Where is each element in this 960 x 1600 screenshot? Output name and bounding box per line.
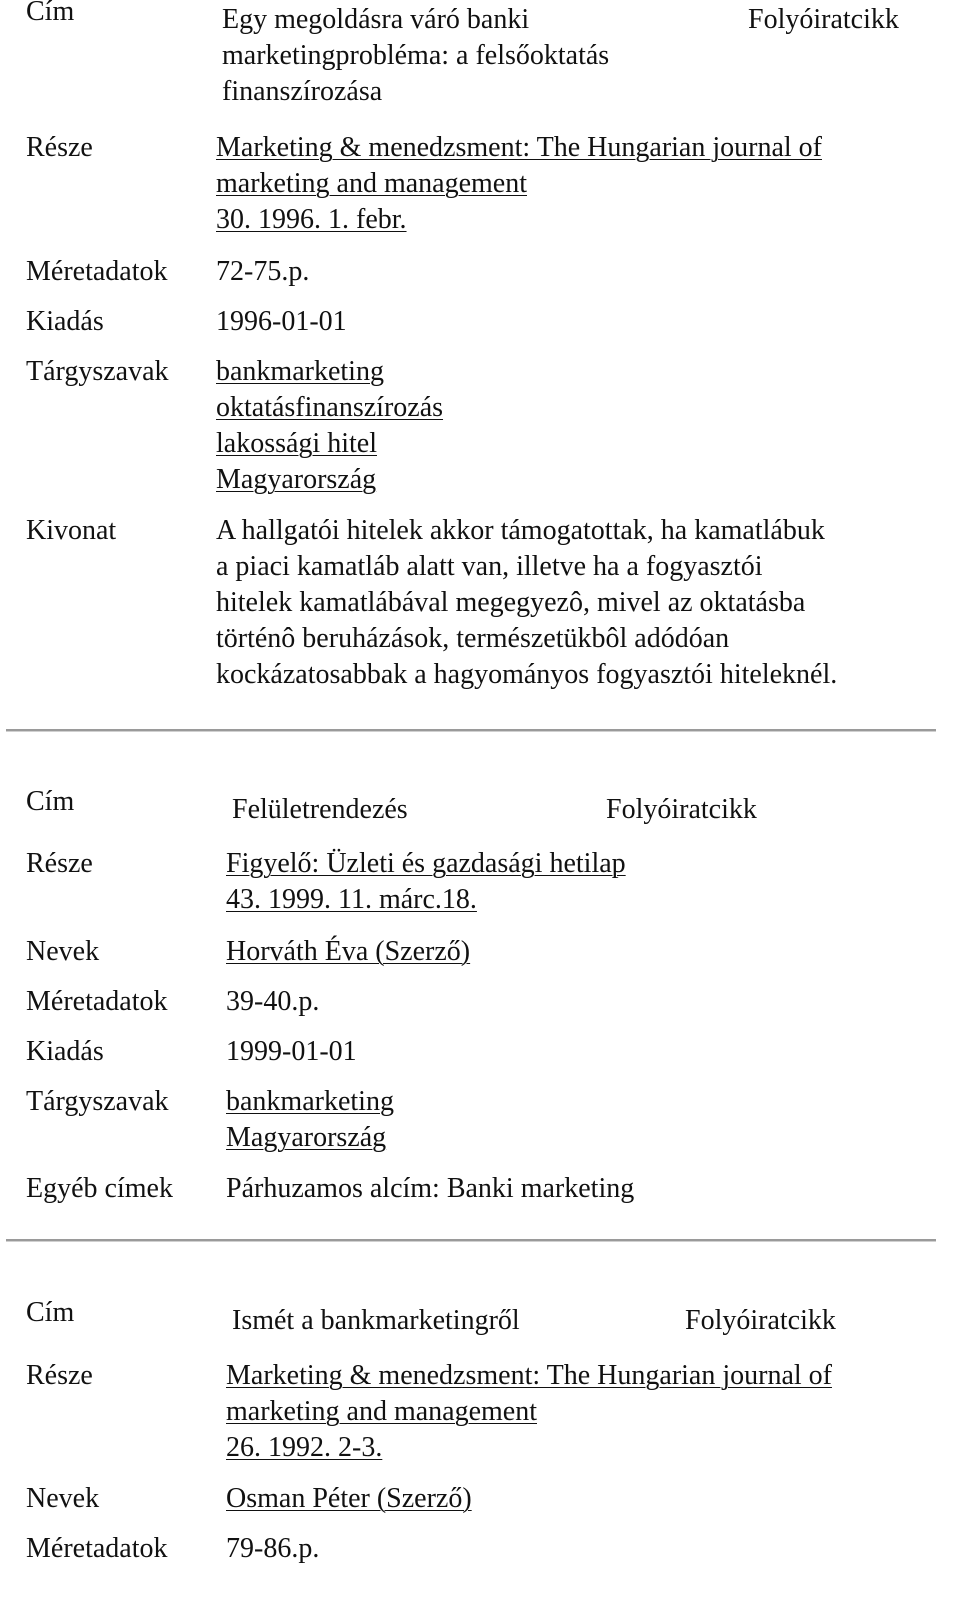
record-divider xyxy=(6,1239,936,1241)
record-title: Egy megoldásra váró banki marketingprobléma: a felsőoktatás finanszírozása xyxy=(222,4,610,107)
names-label: Nevek xyxy=(26,936,100,967)
author-link[interactable]: Osman Péter (Szerző) xyxy=(226,1483,472,1514)
size-value: 72-75.p. xyxy=(216,256,310,287)
pub-label: Kiadás xyxy=(26,306,104,337)
names-label: Nevek xyxy=(26,1483,100,1514)
pub-value: 1996-01-01 xyxy=(216,306,347,337)
other-titles-label: Egyéb címek xyxy=(26,1173,173,1204)
size-label: Méretadatok xyxy=(26,1533,168,1564)
part-label: Része xyxy=(26,848,93,879)
issue-link[interactable]: 26. 1992. 2-3. xyxy=(226,1432,383,1463)
journal-link-cont[interactable]: marketing and management xyxy=(226,1396,537,1427)
part-of-link[interactable] xyxy=(226,846,626,918)
author-link[interactable]: Horváth Éva (Szerző) xyxy=(226,936,471,967)
subject-link[interactable]: Magyarország xyxy=(226,1122,387,1153)
author-link-wrap[interactable] xyxy=(226,934,470,970)
journal-link[interactable]: Marketing & menedzsment: The Hungarian journal of xyxy=(226,1360,832,1391)
record-title: Ismét a bankmarketingről xyxy=(232,1305,520,1336)
subjects-label: Tárgyszavak xyxy=(26,1086,169,1117)
title-label: Cím xyxy=(26,1297,75,1328)
other-titles-value: Párhuzamos alcím: Banki marketing xyxy=(226,1173,635,1204)
record-divider xyxy=(6,729,936,731)
issue-link[interactable]: 30. 1996. 1. febr. xyxy=(216,204,407,235)
subjects-list xyxy=(216,354,443,498)
record-title: Felületrendezés xyxy=(232,794,408,825)
subject-link[interactable]: Magyarország xyxy=(216,464,377,495)
subject-link[interactable]: bankmarketing xyxy=(226,1086,394,1117)
part-label: Része xyxy=(26,132,93,163)
part-label: Része xyxy=(26,1360,93,1391)
subjects-label: Tárgyszavak xyxy=(26,356,169,387)
abstract-text: A hallgatói hitelek akkor támogatottak, ha kamatlábuk a piaci kamatláb alatt van, illetve ha a fogyasztói hitelek kamatlábával megegyezô, mivel az oktatásba történô beruházások, természetükbôl adódóan kockázatosabbak a hagyományos fogyasztói hiteleknél. xyxy=(216,515,838,690)
doc-type: Folyóiratcikk xyxy=(606,794,757,825)
pub-label: Kiadás xyxy=(26,1036,104,1067)
subject-link[interactable]: bankmarketing xyxy=(216,356,384,387)
size-label: Méretadatok xyxy=(26,986,168,1017)
title-label: Cím xyxy=(26,786,75,817)
size-value: 39-40.p. xyxy=(226,986,320,1017)
doc-type: Folyóiratcikk xyxy=(685,1305,836,1336)
journal-link-cont[interactable]: marketing and management xyxy=(216,168,527,199)
abstract-label: Kivonat xyxy=(26,515,117,546)
doc-type: Folyóiratcikk xyxy=(748,4,899,35)
part-of-link[interactable] xyxy=(226,1358,832,1466)
title-label: Cím xyxy=(26,0,75,27)
pub-value: 1999-01-01 xyxy=(226,1036,357,1067)
journal-link[interactable]: Marketing & menedzsment: The Hungarian journal of xyxy=(216,132,822,163)
journal-link[interactable]: Figyelő: Üzleti és gazdasági hetilap xyxy=(226,848,626,879)
subjects-list xyxy=(226,1084,394,1156)
subject-link[interactable]: oktatásfinanszírozás xyxy=(216,392,444,423)
author-link-wrap[interactable] xyxy=(226,1481,472,1517)
issue-link[interactable]: 43. 1999. 11. márc.18. xyxy=(226,884,477,915)
size-value: 79-86.p. xyxy=(226,1533,320,1564)
size-label: Méretadatok xyxy=(26,256,168,287)
part-of-link[interactable] xyxy=(216,130,822,238)
subject-link[interactable]: lakossági hitel xyxy=(216,428,377,459)
